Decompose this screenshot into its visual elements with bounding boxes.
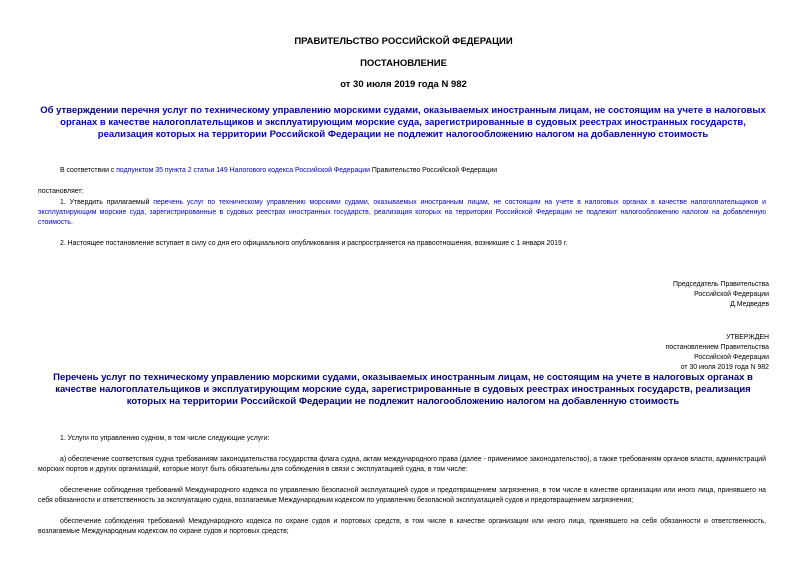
government-heading: ПРАВИТЕЛЬСТВО РОССИЙСКОЙ ФЕДЕРАЦИИ [294, 36, 513, 47]
document-type: ПОСТАНОВЛЕНИЕ [360, 58, 447, 69]
preamble [60, 166, 780, 176]
signature-position: Председатель Правительства [673, 281, 769, 288]
title-link[interactable]: перечня услуг по техническому управлению морскими судами, оказываемых иностранным лицам, не состоящим на учете в налоговых органах в качестве налогоплательщиков и эксплуатирующим морские суда, зарегистрированные в судовых реестрах иностранных государств, реализация которых на территории Российской Федерации не подлежит налогообложению налогом на добавленную стоимость [60, 105, 766, 140]
preamble-suffix: Правительство Российской Федерации [369, 167, 498, 174]
list-item-a: а) обеспечение соответствия судна требованиям законодательства государства флага судна, актам международного права (далее - применимое законодательство), а также требованиям органов власти, администраций морских портов и других организаций, которые могут быть обязательны для соблюдения в связи с эксплуатацией судна, в том числе: [38, 456, 766, 473]
signature-block [673, 280, 769, 310]
title-prefix: Об утверждении [40, 105, 121, 116]
document-title [38, 105, 768, 141]
resolves-label: постановляет: [38, 188, 84, 195]
approved-label: УТВЕРЖДЕН [726, 334, 769, 341]
list-link[interactable]: перечень услуг по техническому управлению морскими судами, оказываемых иностранным лицам, не состоящим на учете в налоговых органах в качестве налогоплательщиков и эксплуатирующим морские суда, зарегистрированные в судовых реестрах иностранных государств, реализация которых на территории Российской Федерации не подлежит налогообложению налогом на добавленную стоимость [38, 199, 767, 226]
preamble-prefix: В соответствии с [60, 167, 117, 174]
item-1-suffix: . [70, 219, 73, 226]
item-1-prefix: 1. Утвердить прилагаемый [60, 199, 154, 206]
signature-country: Российской Федерации [694, 291, 769, 298]
approved-date: от 30 июля 2019 года N 982 [680, 364, 769, 371]
approval-block [666, 333, 770, 373]
approved-by: постановлением Правительства [665, 344, 769, 351]
approved-country: Российской Федерации [694, 354, 769, 361]
signature-name: Д.Медведев [730, 301, 769, 308]
item-2: 2. Настоящее постановление вступает в силу со дня его официального опубликования и распространяется на правоотношения, возникшие с 1 января 2019 г. [60, 240, 568, 247]
document-date: от 30 июля 2019 года N 982 [340, 79, 467, 90]
item-1 [38, 198, 766, 228]
list-item-b1: обеспечение соблюдения требований Международного кодекса по управлению безопасной эксплуатацией судов и предотвращением загрязнения, в том числе в качестве организации или иного лица, принявшего на себя обязанности и ответственность за эксплуатацию судна, возлагаемые Международным кодексом по управлению безопасной эксплуатацией судов и предотвращением загрязнения; [38, 487, 766, 504]
list-item-1: 1. Услуги по управлению судном, в том числе следующие услуги: [60, 435, 270, 442]
list-item-b2: обеспечение соблюдения требований Международного кодекса по охране судов и портовых средств, в том числе в качестве организации или иного лица, принявшего на себя обязанности и ответственность, возлагаемые Международным кодексом по охране судов и портовых средств; [38, 518, 766, 535]
tax-code-link[interactable]: подпунктом 35 пункта 2 статьи 149 Налогового кодекса Российской Федерации [116, 167, 370, 174]
list-title: Перечень услуг по техническому управлению морскими судами, оказываемых иностранным лицам, не состоящим на учете в налоговых органах в качестве налогоплательщиков и эксплуатирующим морские суда, зарегистрированные в судовых реестрах иностранных государств, реализация которых на территории Российской Федерации не подлежит налогообложению налогом на добавленную стоимость [53, 372, 753, 407]
